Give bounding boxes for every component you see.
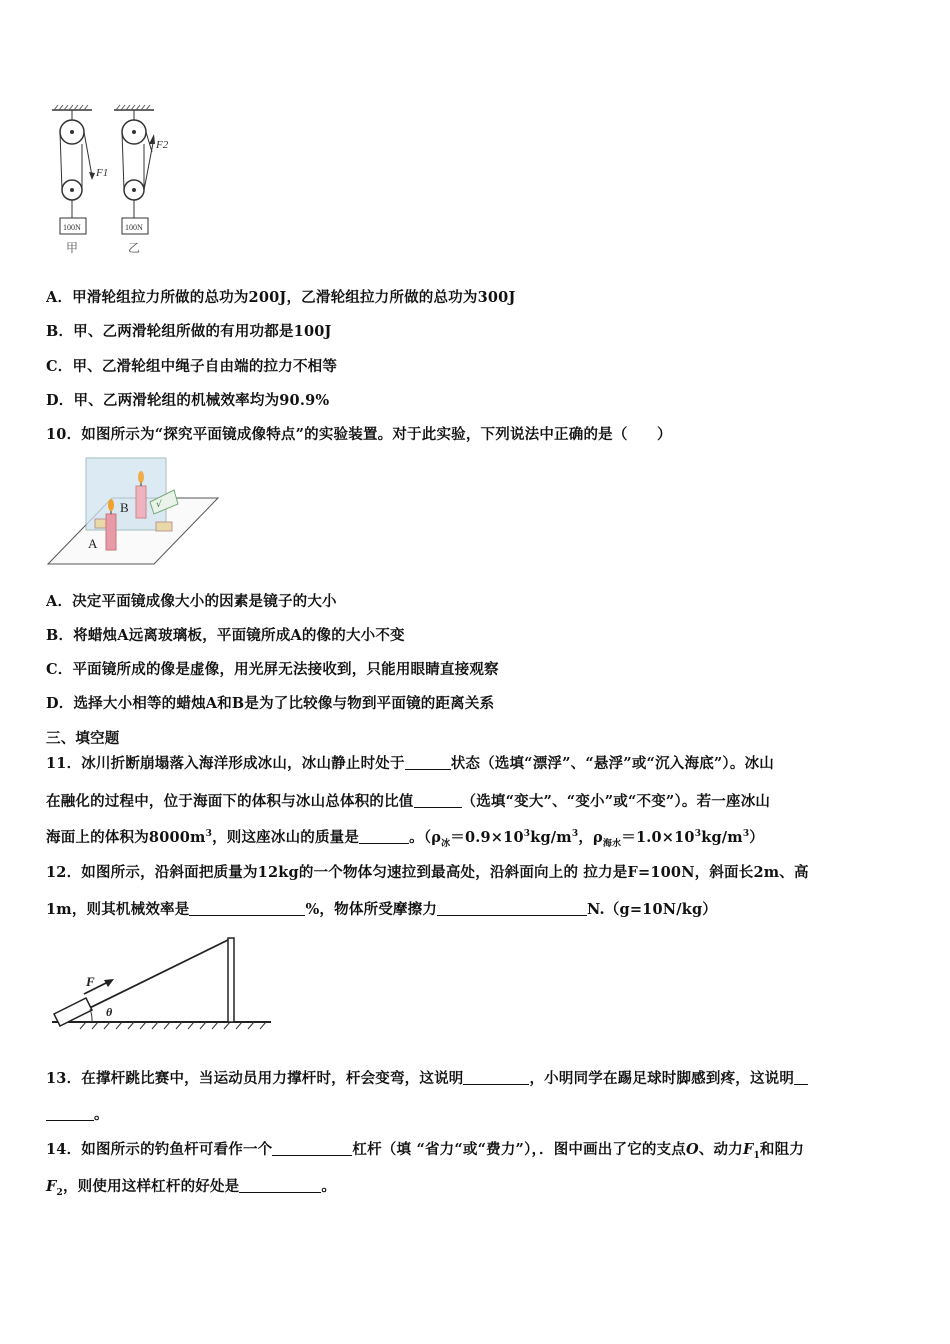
section-title: 三、填空题 [46, 730, 120, 747]
q9-option-c: C．甲、乙滑轮组中绳子自由端的拉力不相等 [46, 358, 338, 375]
q11-line-3: 海面上的体积为$8000m^3$，则这座冰山的质量是 。（$\rho_冰=0.9\times 10^3kg/m^3$，$\rho_{海水}=1.0\times 10^3kg/m^3$） [46, 829, 764, 849]
q13-blank-2b[interactable] [46, 1106, 94, 1121]
q12-blank-1[interactable] [189, 901, 305, 916]
q13-blank-2a[interactable] [794, 1070, 808, 1085]
q14-line-2: $F_2$，则使用这样杠杆的好处是 。 [46, 1178, 337, 1198]
svg-text:√: √ [156, 500, 162, 510]
q13-line-1: 13．在撑杆跳比赛中，当运动员用力撑杆时，杆会变弯，这说明 ，小明同学在踢足球时脚感到疼，这说明 [46, 1067, 808, 1088]
q12-line-2: 1m，则其机械效率是 %，物体所受摩擦力 N.（g=10N/kg） [46, 901, 717, 918]
weight-label-2: 100N [125, 223, 143, 232]
force-label-f1: F1 [96, 167, 109, 179]
weight-label-1: 100N [63, 223, 81, 232]
candle-b-label: B [120, 500, 129, 515]
q11-blank-2[interactable] [414, 793, 462, 808]
q11-line-2: 在融化的过程中，位于海面下的体积与冰山总体积的比值 （选填“变大”、“变小”或“不变”）。若一座冰山 [46, 793, 771, 810]
q10-option-a: A．决定平面镜成像大小的因素是镜子的大小 [46, 593, 337, 610]
q14-blank-2[interactable] [239, 1178, 321, 1193]
q12-line-1: 12．如图所示，沿斜面把质量为12kg的一个物体匀速拉到最高处，沿斜面向上的 拉力是F=100N，斜面长2m、高 [46, 864, 809, 881]
mirror-experiment-figure [46, 456, 221, 568]
q9-option-a: A．甲滑轮组拉力所做的总功为200J，乙滑轮组拉力所做的总功为300J [46, 289, 516, 306]
caption-yi: 乙 [128, 241, 141, 255]
q11-blank-1[interactable] [405, 755, 451, 770]
incline-figure [46, 932, 276, 1032]
candle-a-label: A [88, 536, 98, 551]
q10-option-d: D．选择大小相等的蜡烛A和B是为了比较像与物到平面镜的距离关系 [46, 695, 495, 712]
q10-option-c: C．平面镜所成的像是虚像，用光屏无法接收到，只能用眼睛直接观察 [46, 661, 499, 678]
q10-stem: 10．如图所示为“探究平面镜成像特点”的实验装置。对于此实验，下列说法中正确的是（ ） [46, 426, 672, 443]
caption-jia: 甲 [66, 241, 79, 255]
q13-line-2: 。 [46, 1103, 109, 1124]
q10-option-b: B．将蜡烛A远离玻璃板，平面镜所成A的像的大小不变 [46, 627, 405, 644]
angle-label-theta: θ [106, 1005, 113, 1019]
q13-blank-1[interactable] [463, 1070, 529, 1085]
q14-blank-1[interactable] [272, 1141, 352, 1156]
q9-option-b: B．甲、乙两滑轮组所做的有用功都是100J [46, 323, 332, 340]
q11-blank-3[interactable] [359, 829, 409, 844]
q14-line-1: 14．如图所示的钓鱼杆可看作一个 杠杆（填 “省力“或“费力”），．图中画出了它的支点O、动力$F_1$和阻力 [46, 1141, 805, 1161]
q11-line-1: 11．冰川折断崩塌落入海洋形成冰山，冰山静止时处于 状态（选填“漂浮”、“悬浮”或“沉入海底”）。冰山 [46, 755, 774, 772]
q9-option-d: D．甲、乙两滑轮组的机械效率均为90.9% [46, 392, 330, 409]
q12-blank-2[interactable] [437, 901, 587, 916]
force-label-f2: F2 [156, 139, 169, 151]
pulley-figure [44, 104, 184, 259]
force-label-f: F [86, 974, 95, 989]
